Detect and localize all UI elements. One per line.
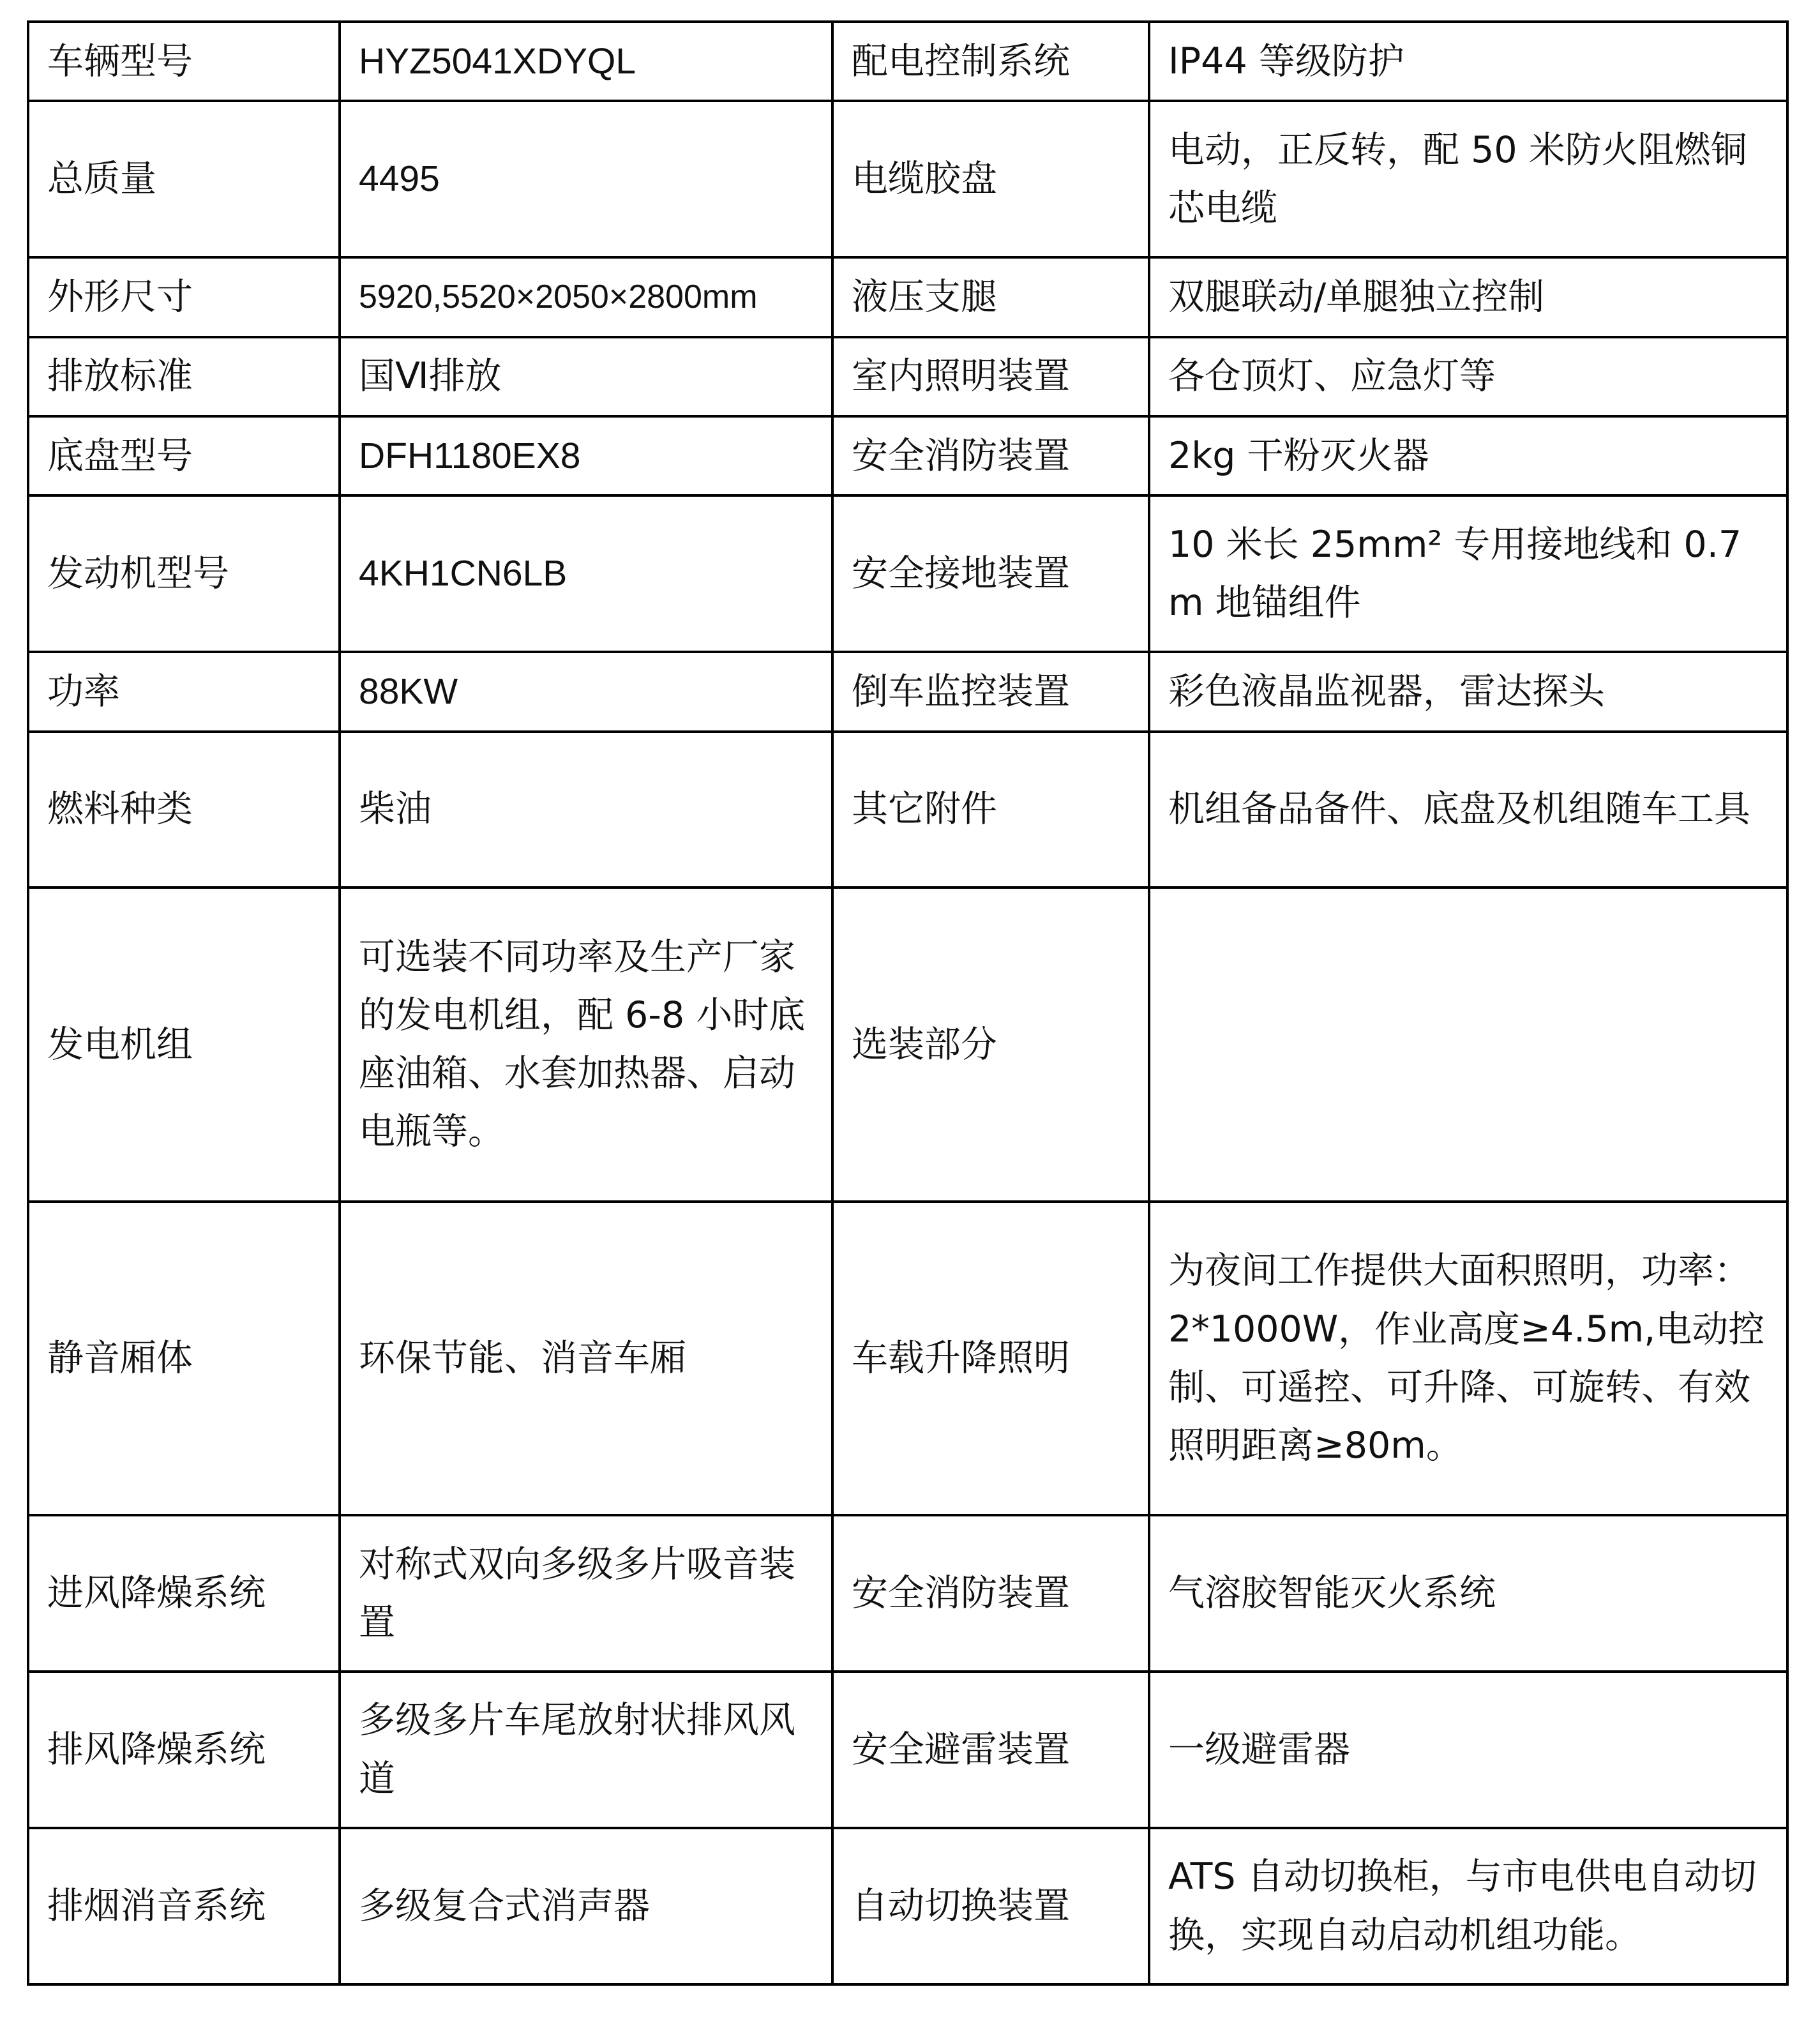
table-cell: 电缆胶盘 xyxy=(832,101,1149,257)
table-cell: 为夜间工作提供大面积照明，功率：2*1000W，作业高度≥4.5m,电动控制、可遥控、可升降、可旋转、有效照明距离≥80m。 xyxy=(1149,1202,1787,1516)
table-cell: 多级复合式消声器 xyxy=(340,1828,832,1984)
table-cell: 发电机组 xyxy=(28,888,340,1202)
table-cell: 排风降燥系统 xyxy=(28,1672,340,1828)
table-row xyxy=(28,1515,1787,1672)
table-cell: HYZ5041XDYQL xyxy=(340,22,832,101)
table-cell: 对称式双向多级多片吸音装置 xyxy=(340,1515,832,1672)
table-row xyxy=(28,257,1787,336)
table-cell: 机组备品备件、底盘及机组随车工具 xyxy=(1149,732,1787,888)
table-cell: 总质量 xyxy=(28,101,340,257)
table-cell: 选装部分 xyxy=(832,888,1149,1202)
table-cell: 4KH1CN6LB xyxy=(340,495,832,652)
table-cell: ATS 自动切换柜，与市电供电自动切换，实现自动启动机组功能。 xyxy=(1149,1828,1787,1984)
table-cell xyxy=(1149,888,1787,1202)
table-cell: 其它附件 xyxy=(832,732,1149,888)
table-cell: 室内照明装置 xyxy=(832,337,1149,416)
table-row xyxy=(28,495,1787,652)
table-cell: 各仓顶灯、应急灯等 xyxy=(1149,337,1787,416)
table-cell: 多级多片车尾放射状排风风道 xyxy=(340,1672,832,1828)
table-row xyxy=(28,1828,1787,1984)
table-cell: 燃料种类 xyxy=(28,732,340,888)
table-cell: DFH1180EX8 xyxy=(340,416,832,495)
table-cell: 外形尺寸 xyxy=(28,257,340,336)
table-cell: 进风降燥系统 xyxy=(28,1515,340,1672)
table-cell: 静音厢体 xyxy=(28,1202,340,1516)
table-cell: 液压支腿 xyxy=(832,257,1149,336)
table-row xyxy=(28,1672,1787,1828)
table-cell: 底盘型号 xyxy=(28,416,340,495)
table-cell: 4495 xyxy=(340,101,832,257)
table-cell: 安全消防装置 xyxy=(832,1515,1149,1672)
table-cell: 排放标准 xyxy=(28,337,340,416)
table-cell: 一级避雷器 xyxy=(1149,1672,1787,1828)
table-cell: 气溶胶智能灭火系统 xyxy=(1149,1515,1787,1672)
table-cell: 环保节能、消音车厢 xyxy=(340,1202,832,1516)
table-cell: 安全消防装置 xyxy=(832,416,1149,495)
spec-table xyxy=(27,20,1789,1986)
table-cell: 倒车监控装置 xyxy=(832,652,1149,731)
table-cell: 发动机型号 xyxy=(28,495,340,652)
table-cell: IP44 等级防护 xyxy=(1149,22,1787,101)
table-cell: 功率 xyxy=(28,652,340,731)
table-cell: 安全接地装置 xyxy=(832,495,1149,652)
table-cell: 5920,5520×2050×2800mm xyxy=(340,257,832,336)
table-row xyxy=(28,888,1787,1202)
table-cell: 可选装不同功率及生产厂家的发电机组，配 6-8 小时底座油箱、水套加热器、启动电瓶等。 xyxy=(340,888,832,1202)
table-cell: 双腿联动/单腿独立控制 xyxy=(1149,257,1787,336)
table-row xyxy=(28,1202,1787,1516)
table-cell: 国Ⅵ排放 xyxy=(340,337,832,416)
table-cell: 柴油 xyxy=(340,732,832,888)
table-row xyxy=(28,416,1787,495)
table-cell: 2kg 干粉灭火器 xyxy=(1149,416,1787,495)
table-cell: 88KW xyxy=(340,652,832,731)
table-cell: 电动，正反转，配 50 米防火阻燃铜芯电缆 xyxy=(1149,101,1787,257)
table-row xyxy=(28,101,1787,257)
table-cell: 彩色液晶监视器，雷达探头 xyxy=(1149,652,1787,731)
table-cell: 安全避雷装置 xyxy=(832,1672,1149,1828)
table-cell: 10 米长 25mm² 专用接地线和 0.7m 地锚组件 xyxy=(1149,495,1787,652)
table-row xyxy=(28,732,1787,888)
table-cell: 车载升降照明 xyxy=(832,1202,1149,1516)
table-row xyxy=(28,652,1787,731)
table-row xyxy=(28,22,1787,101)
table-cell: 自动切换装置 xyxy=(832,1828,1149,1984)
table-cell: 配电控制系统 xyxy=(832,22,1149,101)
table-cell: 车辆型号 xyxy=(28,22,340,101)
table-row xyxy=(28,337,1787,416)
table-cell: 排烟消音系统 xyxy=(28,1828,340,1984)
